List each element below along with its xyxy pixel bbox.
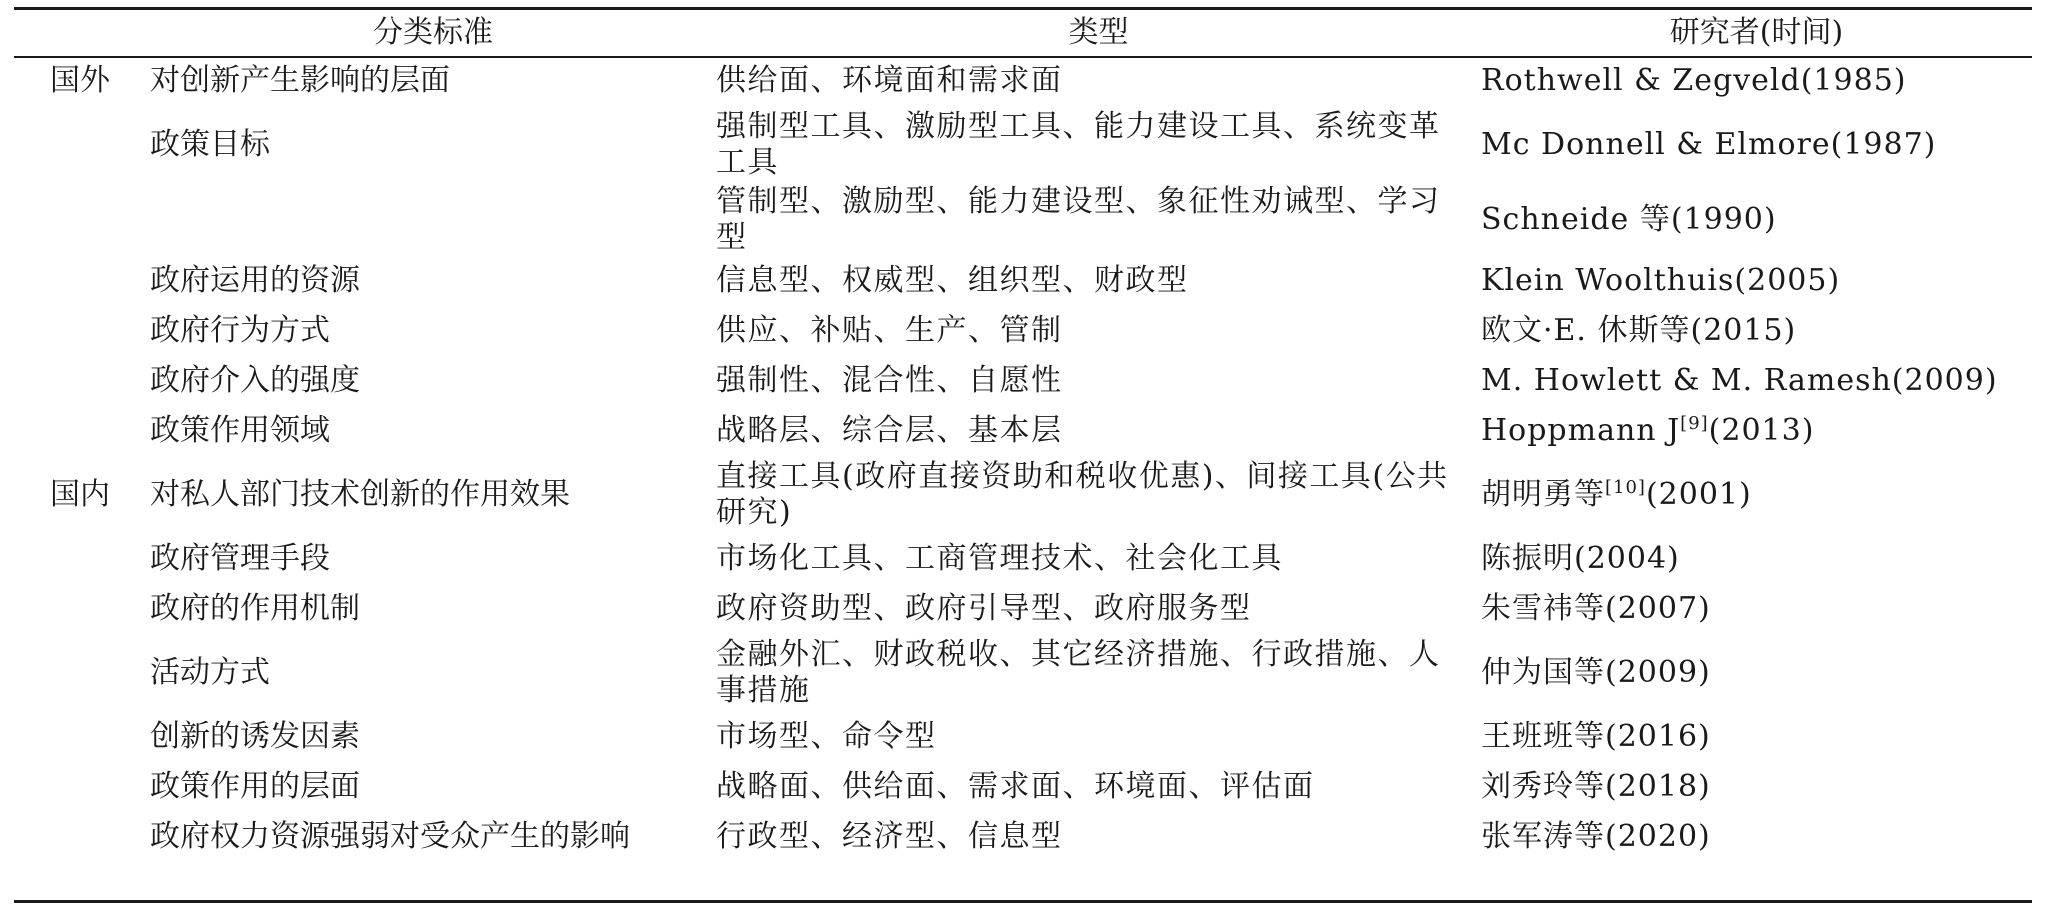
types-cell: 市场化工具、工商管理技术、社会化工具	[716, 541, 1283, 576]
region-cell	[14, 306, 150, 356]
header-researcher: 研究者(时间)	[1669, 15, 1844, 50]
region-cell	[14, 256, 150, 306]
researcher-cell: Rothwell & Zegveld(1985)	[1481, 63, 1907, 98]
table-bottom-rule	[14, 900, 2032, 903]
researcher-cell	[1481, 456, 2032, 534]
region-cell: 国外	[50, 63, 110, 98]
table-row	[14, 56, 2032, 106]
table-row	[14, 712, 2032, 762]
region-cell	[14, 106, 150, 184]
table-row	[14, 456, 2032, 534]
region-cell	[14, 184, 150, 256]
criterion-cell: 政府的作用机制	[150, 591, 360, 626]
researcher-cell: Schneide 等(1990)	[1481, 202, 1777, 237]
criterion-cell: 政府行为方式	[150, 313, 330, 348]
types-cell: 战略面、供给面、需求面、环境面、评估面	[716, 769, 1315, 804]
researcher-cell: Klein Woolthuis(2005)	[1481, 263, 1841, 298]
types-cell: 供给面、环境面和需求面	[716, 63, 1063, 98]
researcher-cell: 王班班等(2016)	[1481, 719, 1711, 754]
table-row	[14, 534, 2032, 584]
types-cell: 行政型、经济型、信息型	[716, 819, 1063, 854]
region-cell	[14, 534, 150, 584]
table-row	[14, 812, 2032, 862]
criterion-cell: 政府权力资源强弱对受众产生的影响	[150, 819, 630, 854]
researcher-name: Hoppmann J	[1481, 413, 1681, 448]
researcher-cell: Mc Donnell & Elmore(1987)	[1481, 127, 1937, 162]
table-row	[14, 106, 2032, 184]
policy-tool-classification-table	[14, 10, 2032, 862]
region-cell	[14, 634, 150, 712]
criterion-cell: 政府管理手段	[150, 541, 330, 576]
criterion-cell: 对创新产生影响的层面	[150, 63, 450, 98]
criterion-cell	[150, 184, 716, 256]
types-cell: 直接工具(政府直接资助和税收优惠)、间接工具(公共研究)	[716, 459, 1449, 530]
citation-mark: [9]	[1680, 413, 1709, 434]
table-row	[14, 634, 2032, 712]
header-criterion: 分类标准	[373, 15, 493, 50]
researcher-cell: 欧文·E. 休斯等(2015)	[1481, 313, 1797, 348]
types-cell: 强制型工具、激励型工具、能力建设工具、系统变革工具	[716, 109, 1441, 180]
types-cell: 战略层、综合层、基本层	[716, 413, 1063, 448]
table-row	[14, 406, 2032, 456]
region-cell	[14, 812, 150, 862]
region-cell	[14, 712, 150, 762]
criterion-cell: 政府运用的资源	[150, 263, 360, 298]
researcher-year: (2013)	[1708, 413, 1815, 448]
researcher-cell: 张军涛等(2020)	[1481, 819, 1711, 854]
types-cell: 管制型、激励型、能力建设型、象征性劝诫型、学习型	[716, 184, 1441, 255]
types-cell: 强制性、混合性、自愿性	[716, 363, 1063, 398]
types-cell: 市场型、命令型	[716, 719, 937, 754]
criterion-cell: 创新的诱发因素	[150, 719, 360, 754]
criterion-cell: 政策作用的层面	[150, 769, 360, 804]
types-cell: 金融外汇、财政税收、其它经济措施、行政措施、人事措施	[716, 637, 1441, 708]
header-region	[14, 10, 150, 56]
header-types: 类型	[1068, 15, 1129, 50]
researcher-year: (2001)	[1645, 477, 1752, 512]
criterion-cell: 政策作用领域	[150, 413, 330, 448]
types-cell: 供应、补贴、生产、管制	[716, 313, 1063, 348]
criterion-cell: 对私人部门技术创新的作用效果	[150, 477, 570, 512]
criterion-cell: 政策目标	[150, 127, 270, 162]
table-row	[14, 356, 2032, 406]
researcher-cell: 陈振明(2004)	[1481, 541, 1680, 576]
region-cell	[14, 584, 150, 634]
types-cell: 政府资助型、政府引导型、政府服务型	[716, 591, 1252, 626]
table-row	[14, 306, 2032, 356]
researcher-cell: 刘秀玲等(2018)	[1481, 769, 1711, 804]
table-row	[14, 184, 2032, 256]
researcher-cell: 朱雪祎等(2007)	[1481, 591, 1711, 626]
region-cell	[14, 356, 150, 406]
criterion-cell: 活动方式	[150, 655, 270, 690]
table-row	[14, 584, 2032, 634]
citation-mark: [10]	[1605, 477, 1646, 498]
region-cell: 国内	[50, 477, 110, 512]
region-cell	[14, 406, 150, 456]
researcher-name: 胡明勇等	[1481, 477, 1605, 512]
researcher-cell: M. Howlett & M. Ramesh(2009)	[1481, 363, 1998, 398]
researcher-cell	[1481, 406, 2032, 456]
researcher-cell: 仲为国等(2009)	[1481, 655, 1711, 690]
table-row	[14, 256, 2032, 306]
table-row	[14, 762, 2032, 812]
criterion-cell: 政府介入的强度	[150, 363, 360, 398]
types-cell: 信息型、权威型、组织型、财政型	[716, 263, 1189, 298]
table-header-row	[14, 10, 2032, 56]
region-cell	[14, 762, 150, 812]
